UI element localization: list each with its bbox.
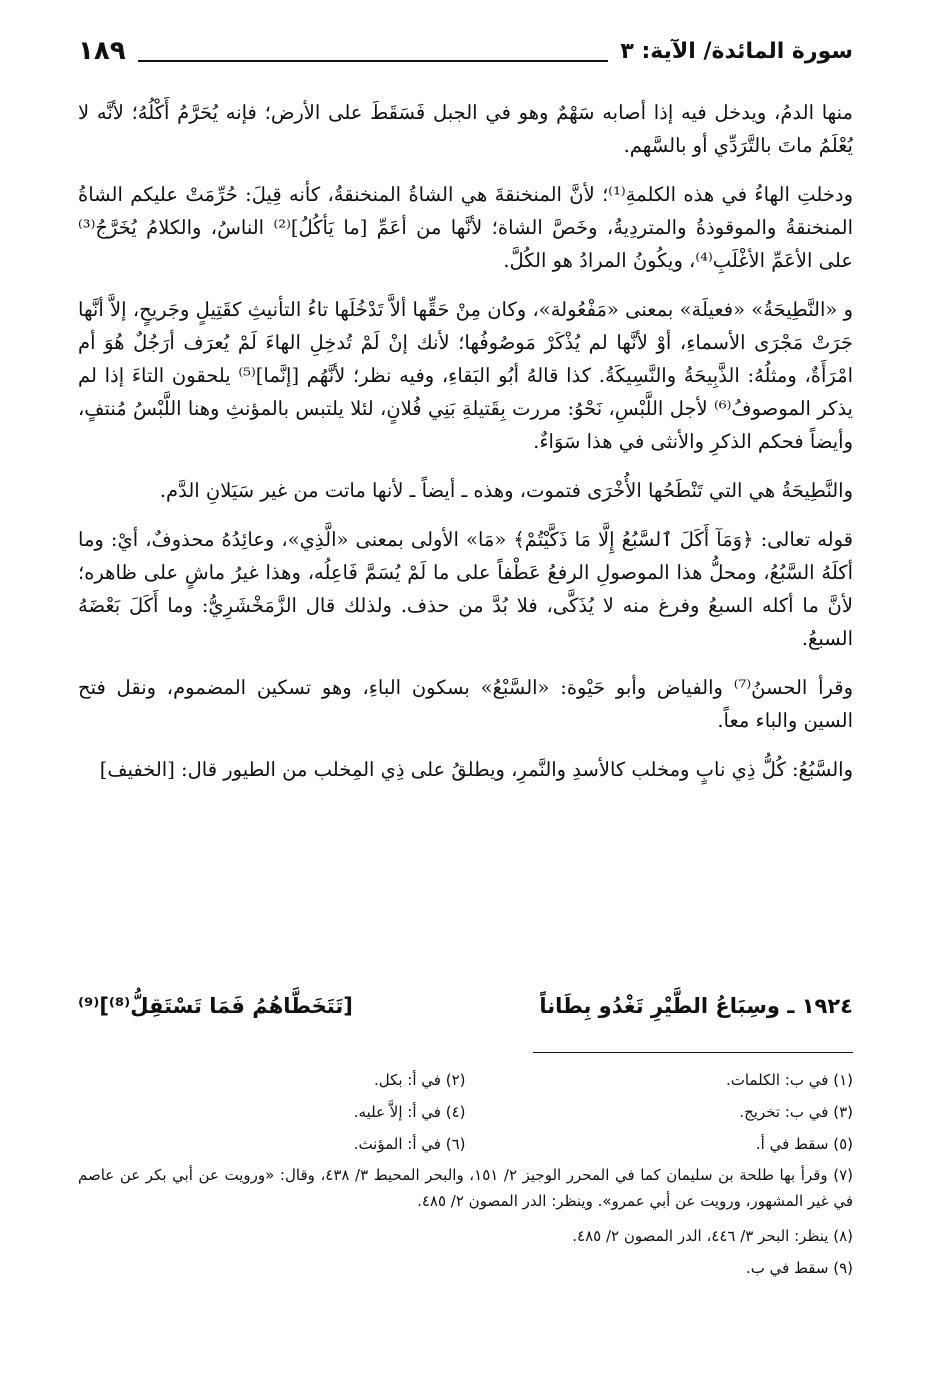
- running-header: [78, 34, 853, 68]
- paragraph-5: قوله تعالى: ﴿وَمَآ أَكَلَ ٱلسَّبُعُ إِلَّا مَا ذَكَّيْتُمْ﴾ «مَا» الأولى بمعنى «الَّذِي»، وعائِدُهُ محذوفٌ، أيْ: وما أكلَهُ السَّبُعُ، ومحلُّ هذا الموصولِ الرفعُ عَطْفاً على ما لَمْ يُسَمَّ فَاعِلُه، وهذا غيرُ ماشٍ على ظاهره؛ لأنَّ ما أكله السبعُ وفرغ منه لا يُذَكَّى، فلا بُدَّ من حذف. ولذلك قال الزَّمَخْشَرِيُّ: وما أَكَلَ بَعْضَهُ السبعُ.: [78, 528, 853, 650]
- paragraph-1: منها الدمُ، ويدخل فيه إذا أصابه سَهْمٌ وهو في الجبل فَسَقَطَ على الأرض؛ فإنه يُحَرَّمُ أَكْلُهُ؛ لأنَّه لا يُعْلَمُ ماتَ بالتَّرَدِّي أو بالسَّهم.: [78, 101, 853, 157]
- footnote-1: (١) في ب: الكلمات.: [725, 1071, 853, 1089]
- footnote-9: (٩) سقط في ب.: [745, 1259, 853, 1277]
- verse-first-half: ١٩٢٤ ـ وسِبَاعُ الطَّيْرِ تَغْدُو بِطَاناً: [539, 994, 853, 1018]
- footnote-3: (٣) في ب: تخريج.: [739, 1103, 853, 1121]
- paragraph-6: وقرأ الحسنُ⁽⁷⁾ والفياض وأبو حَيْوة: «السَّبْعُ» بسكون الباءِ، وهو تسكين المضموم، ونقل فتح السين والباء معاً.: [78, 676, 853, 732]
- footnote-4: (٤) في أ: إلاَّ عليه.: [353, 1103, 466, 1121]
- paragraph-2: ودخلتِ الهاءُ في هذه الكلمةِ⁽¹⁾؛ لأنَّ المنخنقةَ هي الشاةُ المنخنقةُ، كأنه قِيلَ: حُرِّمَتْ عليكم الشاةُ المنخنقةُ والموقوذةُ والمتردِيةُ، وخَصَّ الشاة؛ لأنَّها من أعَمِّ [ما يَأكُلُ]⁽²⁾ الناسُ، والكلامُ يُخَرَّجُ⁽³⁾ على الأعَمِّ الأغْلَبِ⁽⁴⁾، ويكُونُ المرادُ هو الكُلَّ.: [78, 183, 853, 272]
- header-title: سورة المائدة/ الآية: ٣: [620, 38, 853, 64]
- main-text: [78, 96, 853, 802]
- footnotes: [78, 1064, 853, 1284]
- paragraph-7: والسَّبُعُ: كُلُّ ذِي نابٍ ومخلب كالأسدِ والنَّمرِ، ويطلقُ على ذِي المِخلب من الطيور قال: [الخفيف]: [99, 758, 853, 781]
- footnote-grid: [78, 1064, 853, 1160]
- poetry-verse: [78, 986, 853, 1026]
- paragraph-4: والنَّطِيحَةُ هي التي تَنْطَحُها الأُخْرَى فتموت، وهذه ـ أيضاً ـ لأنها ماتت من غير سَيَلانِ الدَّم.: [159, 479, 853, 502]
- footnote-2: (٢) في أ: بكل.: [373, 1071, 466, 1089]
- page-number: ١٨٩: [78, 36, 126, 66]
- paragraph-3: و «النَّطِيحَةُ» «فعيلَة» بمعنى «مَفْعُولة»، وكان مِنْ حَقِّها ألاَّ تَدْخُلَها تاءُ التأنيثِ كقَتِيلٍ وجَريحٍ، إلاَّ أنَّها جَرَتْ مَجْرَى الأسماءِ، أوْ لأنَّها لم يُذْكَرْ مَوصُوفُها؛ لأنك إنْ لَمْ تُدخِلِ الهاءَ لَمْ يُعرَف أرَجُلٌ هُوَ أم امْرَأَةٌ، ومثلُهُ: الذَّبِيحَةُ والنَّسِيكَةُ. كذا قالهُ أبُو البَقاءِ، وفيه نظر؛ لأنَّهُم [إنَّما]⁽⁵⁾ يلحقون التاءَ إذا لم يذكر الموصوفُ⁽⁶⁾ لأجل اللَّبْسِ، نَحْوُ: مررت بِقَتيلةِ بَنِي فُلانٍ، لئلا يلتبس بالمؤنثِ وهنا اللَّبْسُ مُنتفٍ، وأيضاً فحكم الذكرِ والأنثى في هذا سَوَاءٌ.: [78, 298, 853, 453]
- footnote-7: (٧) وقرأ بها طلحة بن سليمان كما في المحرر الوجيز ٢/ ١٥١، والبحر المحيط ٣/ ٤٣٨، وقال: «ورويت عن أبي بكر عن عاصم في غير المشهور، ورويت عن أبي عمرو». وينظر: الدر المصون ٢/ ٤٨٥.: [78, 1166, 854, 1210]
- footnote-divider: [533, 1052, 853, 1053]
- footnote-5: (٥) سقط في أ.: [755, 1135, 853, 1153]
- footnote-6: (٦) في أ: المؤنث.: [353, 1135, 466, 1153]
- header-rule: [138, 60, 609, 62]
- verse-second-half: [تَتَخَطَّاهُمُ فَمَا تَسْتَقِلُّ⁽⁸⁾]⁽⁹⁾: [78, 994, 353, 1018]
- footnote-8: (٨) ينظر: البحر ٣/ ٤٤٦، الدر المصون ٢/ ٤٨٥.: [572, 1227, 853, 1245]
